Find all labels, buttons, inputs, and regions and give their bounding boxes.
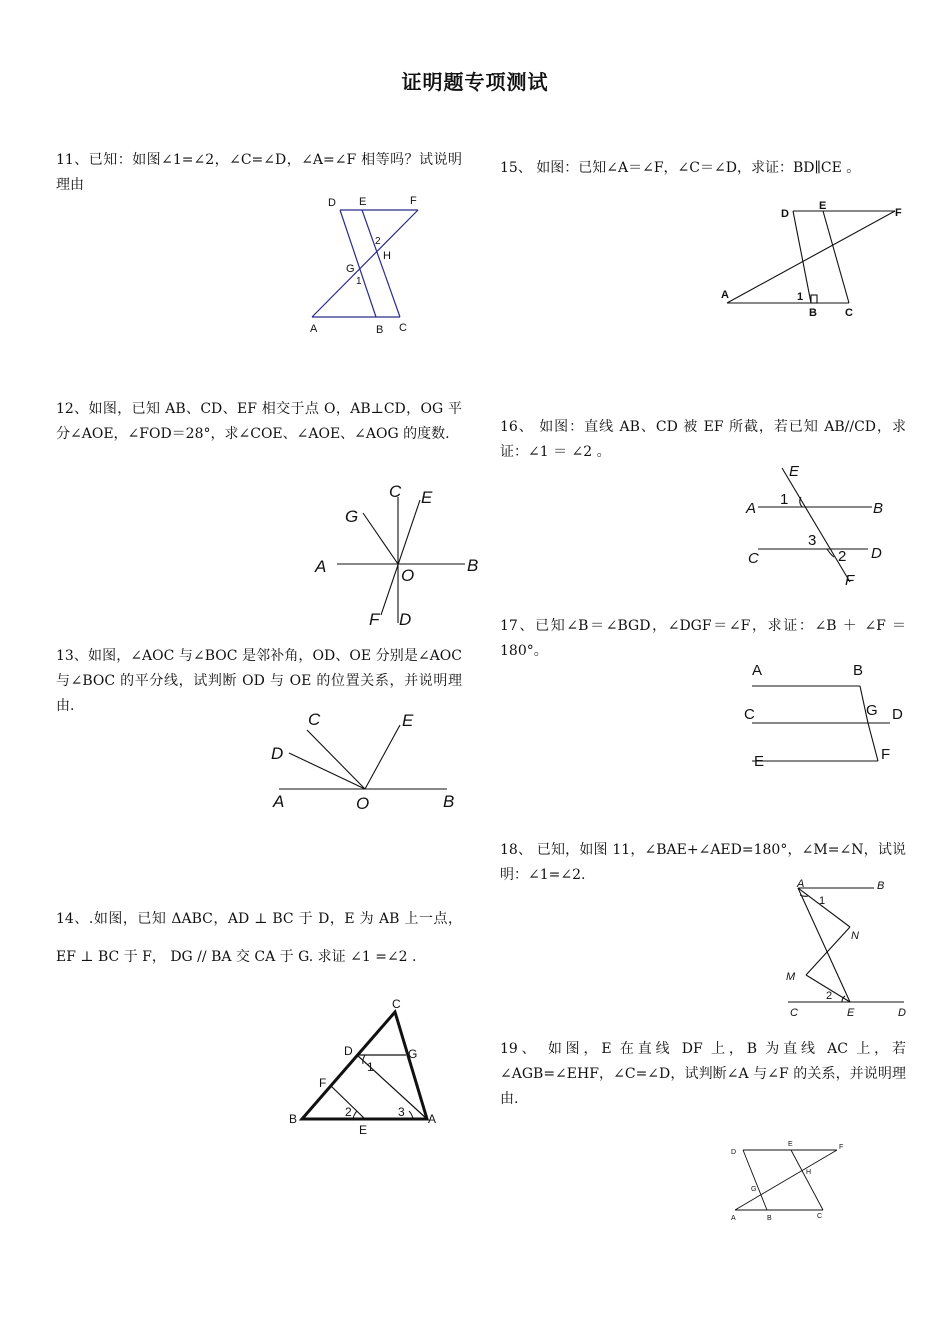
triangle-abc [302,1012,427,1119]
label-1: 1 [780,491,789,508]
label-d: D [731,1149,737,1156]
label-a: A [746,500,757,517]
question-13: 13、如图，∠AOC 与∠BOC 是邻补角，OD、OE 分别是∠AOC 与∠BOC 的平分线，试判断 OD 与 OE 的位置关系，并说明理由. [56,648,462,714]
label-o: O [356,794,370,813]
label-c: C [392,997,401,1011]
label-1: 1 [819,895,826,907]
label-a: A [731,1215,736,1222]
label-o: O [401,566,415,585]
figure-13 [265,705,465,815]
question-16: 16、 如图：直线 AB、CD 被 EF 所截，若已知 AB//CD，求证：∠1 ＝ ∠2 。 [500,419,906,460]
label-e: E [847,1007,855,1019]
label-f: F [881,746,891,763]
label-e: E [819,200,827,212]
label-f: F [319,1076,327,1090]
question-12: 12、如图，已知 AB、CD、EF 相交于点 O，AB⊥CD，OG 平分∠AOE，∠FOD＝28°，求∠COE、∠AOE、∠AOG 的度数. [56,401,462,442]
label-2: 2 [345,1105,352,1119]
label-d: D [328,197,336,209]
label-f: F [839,1144,844,1151]
line-ec [791,1150,823,1210]
label-d: D [898,1007,906,1019]
label-a: A [721,289,729,301]
line-af [312,210,418,317]
label-h: H [383,250,391,262]
label-f: F [369,610,380,629]
question-19: 19、 如图，E 在直线 DF 上，B 为直线 AC 上，若∠AGB=∠EHF，∠C=∠D，试判断∠A 与∠F 的关系，并说明理由. [500,1041,906,1107]
label-d: D [781,208,789,220]
label-1: 1 [367,1060,374,1074]
label-d: D [271,744,284,763]
label-b: B [877,880,885,892]
figure-11 [300,190,440,340]
label-n: N [851,930,859,942]
label-e: E [359,196,367,208]
line-og [363,513,398,564]
label-e: E [359,1123,368,1137]
label-a: A [315,557,327,576]
line-ef [381,500,420,615]
label-1: 1 [797,291,804,303]
label-a: A [273,792,285,811]
label-f: F [895,207,902,219]
label-e: E [421,488,433,507]
line-nm [806,927,850,975]
label-c: C [308,710,321,729]
line-ec [362,210,400,317]
label-2: 2 [838,548,847,565]
label-b: B [443,792,455,811]
label-g: G [345,507,359,526]
figure-17 [738,655,908,770]
label-f: F [845,572,855,589]
figure-15 [715,195,910,325]
figure-19 [725,1136,855,1228]
label-e: E [402,711,414,730]
label-g: G [346,263,355,275]
label-3: 3 [808,532,817,549]
label-c: C [744,706,755,723]
label-d: D [344,1044,353,1058]
line-ec [823,211,849,303]
label-e: E [788,1141,793,1148]
line-oe [365,725,400,789]
line-af [735,1150,837,1210]
label-m: M [786,971,796,983]
label-e: E [789,463,800,480]
line-db [743,1150,767,1210]
label-b: B [767,1215,772,1222]
question-14: 14、.如图，已知 ΔABC，AD ⊥ BC 于 D，E 为 AB 上一点， EF ⊥ BC 于 F， DG // BA 交 CA 于 G. 求证 ∠1 =∠2 . [56,911,462,965]
question-17: 17、已知∠B＝∠BGD，∠DGF＝∠F，求证：∠B ＋ ∠F ＝ 180°。 [500,618,906,659]
label-g: G [751,1186,757,1193]
label-2: 2 [375,236,381,247]
label-a: A [797,878,805,890]
line-oc [307,730,365,789]
label-g: G [408,1047,418,1061]
label-c: C [748,550,759,567]
figure-12 [305,475,490,635]
question-15: 15、 如图：已知∠A＝∠F，∠C＝∠D，求证：BD∥CE 。 [500,160,861,176]
label-c: C [845,307,853,319]
question-11: 11、已知：如图∠1=∠2，∠C=∠D，∠A=∠F 相等吗？试说明理由 [56,152,462,193]
line-od [289,753,365,789]
label-g: G [866,702,878,719]
line-db [793,211,811,303]
line-af [727,211,895,303]
label-e: E [754,753,765,770]
label-h: H [806,1169,812,1176]
label-d: D [871,545,882,562]
label-c: C [399,322,407,334]
label-3: 3 [398,1105,405,1119]
label-b: B [376,324,384,336]
label-c: C [817,1213,823,1220]
label-b: B [809,307,817,319]
label-b: B [853,662,864,679]
label-f: F [410,195,417,207]
line-gf [868,723,878,761]
label-c: C [389,482,402,501]
label-a: A [310,323,318,335]
label-c: C [790,1007,798,1019]
line-an [798,888,850,927]
label-1: 1 [356,276,362,287]
page-title: 证明题专项测试 [401,70,549,94]
label-2: 2 [826,990,833,1002]
label-a: A [428,1112,437,1126]
label-b: B [467,556,479,575]
label-a: A [752,662,763,679]
figure-14 [285,995,445,1140]
label-b: B [289,1112,298,1126]
figure-18 [778,875,913,1020]
figure-16 [740,460,900,590]
label-b: B [873,500,884,517]
label-d: D [399,610,412,629]
question-18: 18、 已知，如图 11，∠BAE+∠AED=180°，∠M=∠N，试说明：∠1=∠2. [500,842,906,883]
label-d: D [892,706,903,723]
